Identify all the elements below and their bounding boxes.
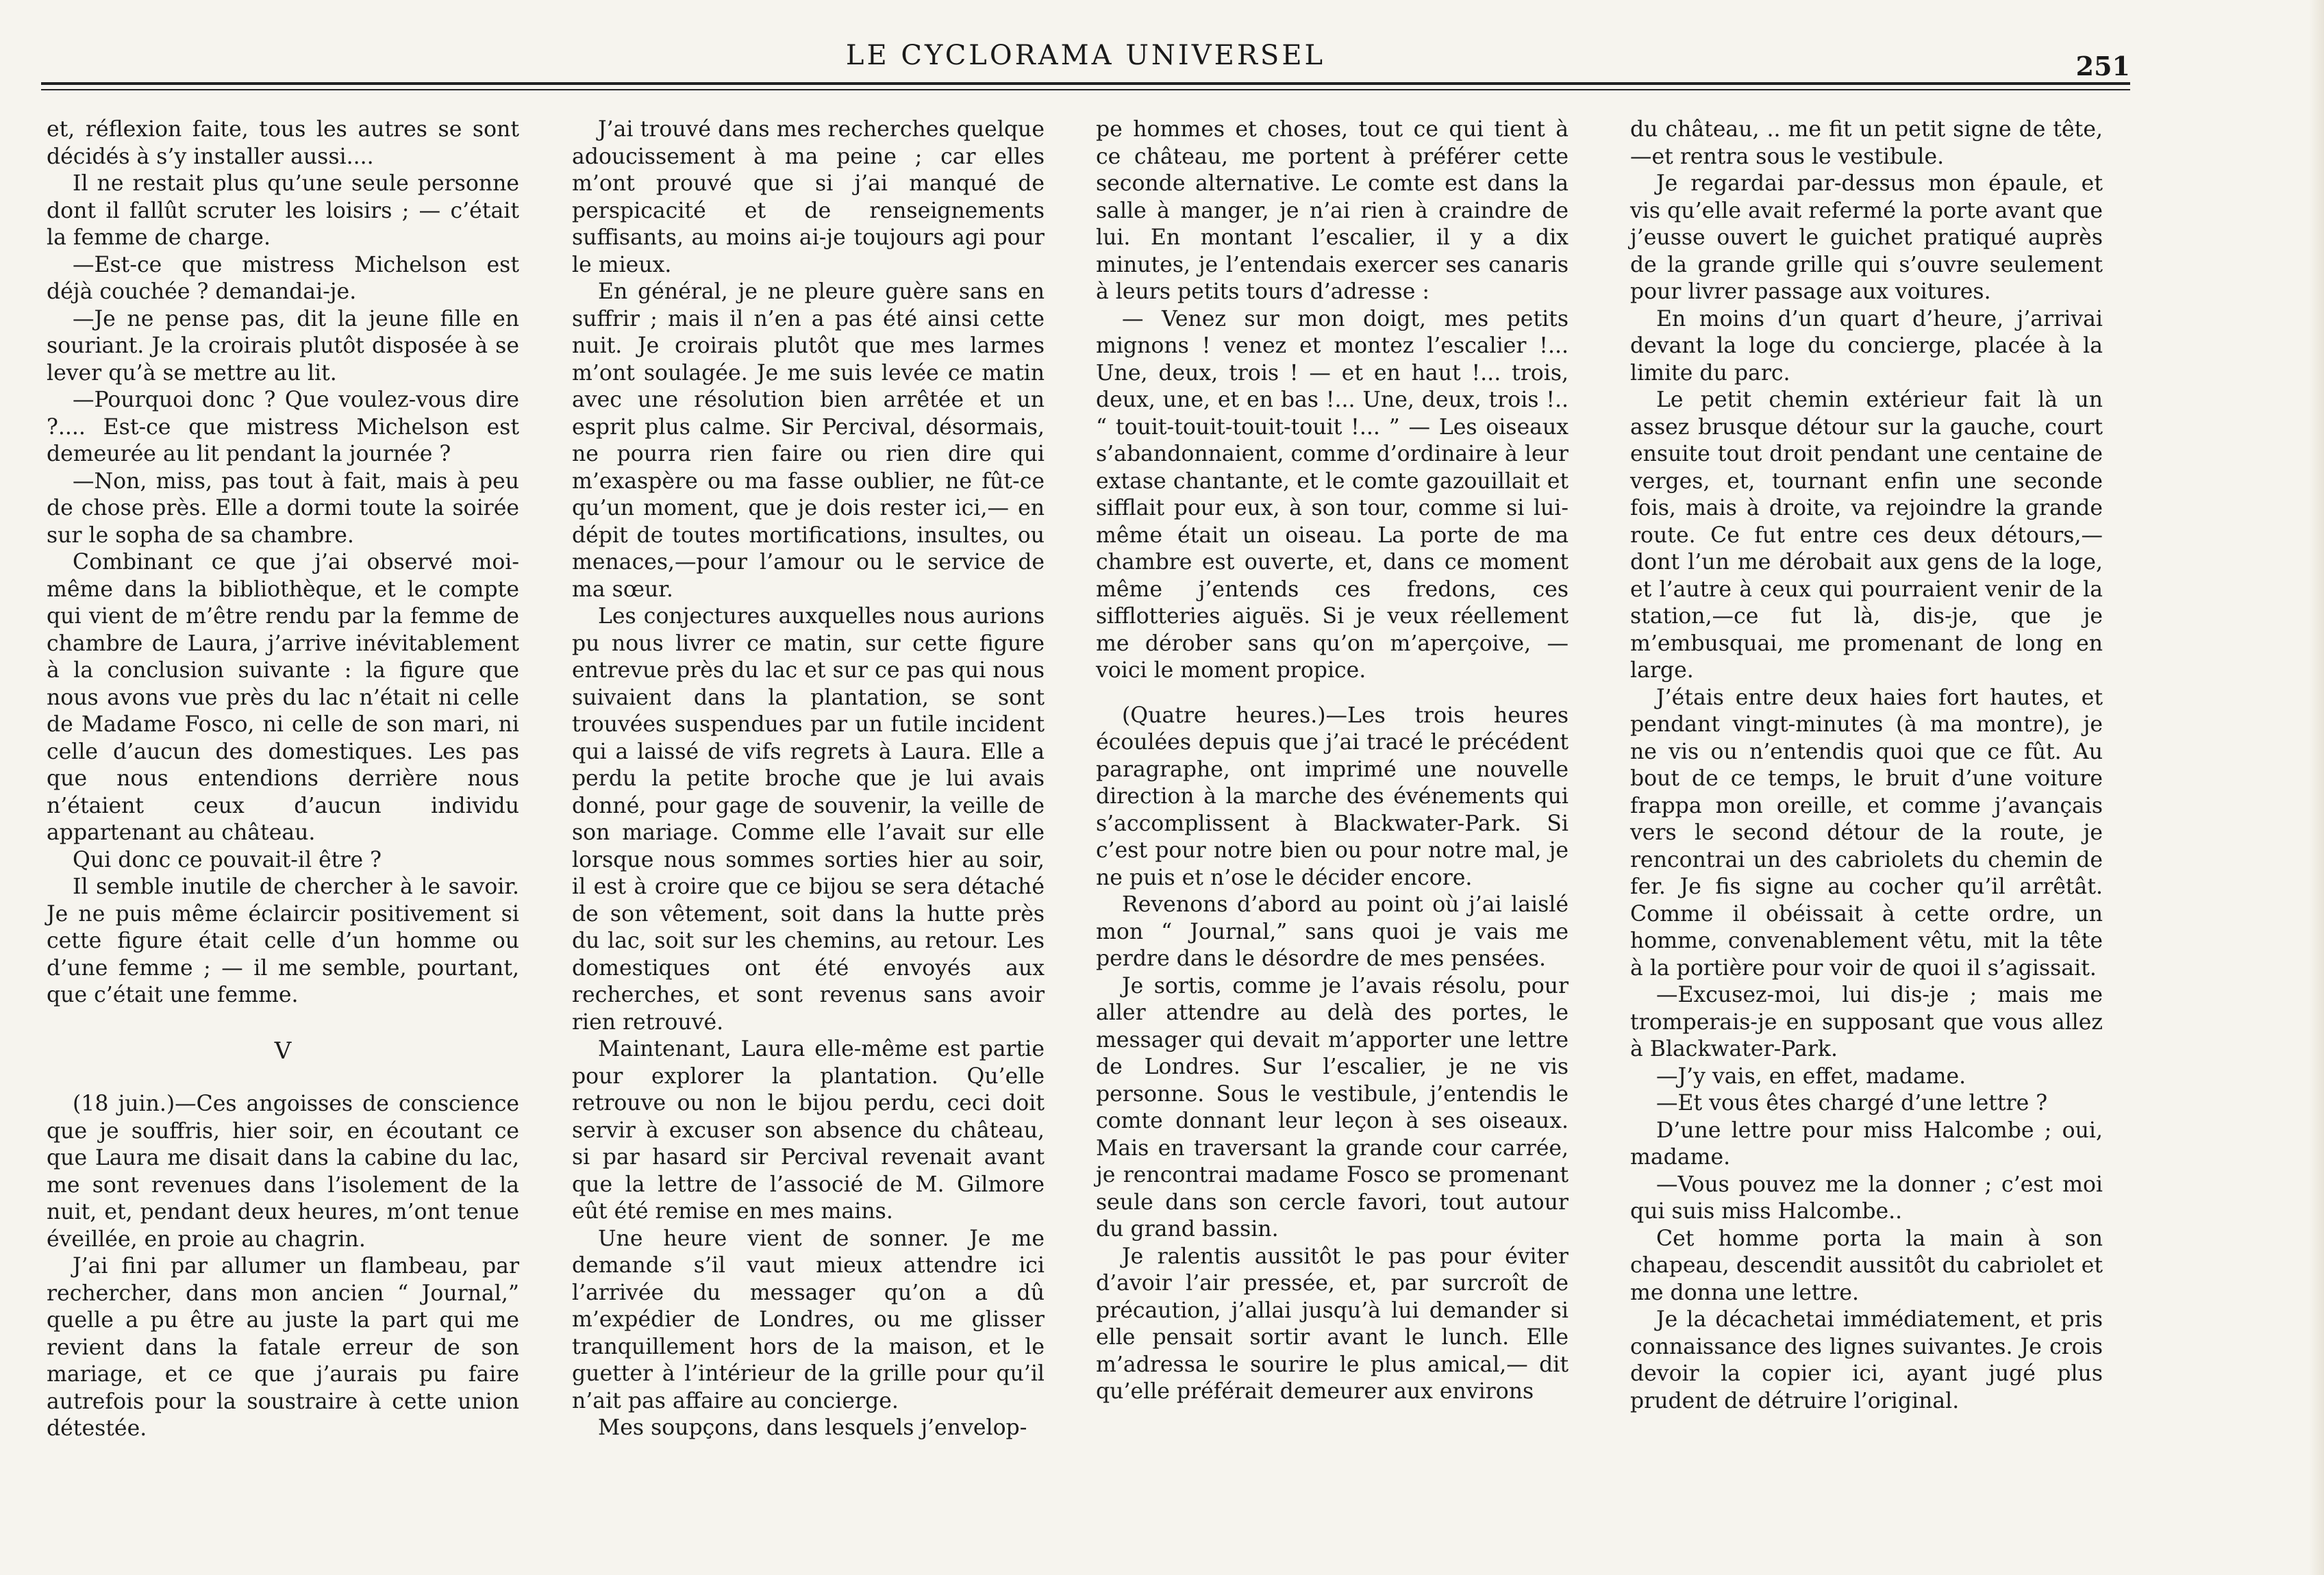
paragraph: —Non, miss, pas tout à fait, mais à peu de chose près. Elle a dormi toute la soirée sur le sopha de sa chambre. [47,468,519,548]
paragraph: Le petit chemin extérieur fait là un assez brusque détour sur la gauche, court ensuite tout droit pendant une centaine de verges, et, tournant enfin une seconde fois, mais à droite, va rejoindre la grande route. Ce fut entre ces deux détours,— dont l’un me dérobait aux gens de la loge, et l’autre à ceux qui pourraient venir de la station,—ce fut là, dis-je, que je m’embusquai, me promenant de long en large. [1630,388,2103,683]
paragraph: Combinant ce que j’ai observé moi-même dans la bibliothèque, et le compte qui vient de m’être rendu par la femme de chambre de Laura, j’arrive inévitablement à la conclusion suivante : la figure que nous avons vue près du lac n’était ni celle de Madame Fosco, ni celle de son mari, ni celle d’aucun des domestiques. Les pas que nous entendions derrière nous n’étaient ceux d’aucun individu appartenant au château. [47,550,519,845]
paragraph: du château, .. me fit un petit signe de tête,—et rentra sous le vestibule. [1630,117,2103,169]
paragraph: Je la décachetai immédiatement, et pris connaissance des lignes suivantes. Je crois devoir la copier ici, ayant jugé plus prudent de détruire l’original. [1630,1307,2103,1413]
paragraph: — Venez sur mon doigt, mes petits mignons ! venez et montez l’escalier !... Une, deux, trois ! — et en haut !... trois, deux, une, et en bas !... Une, deux, trois !.. “ touit-touit-touit-touit !... ” — Les oiseaux s’abandonnaient, comme d’ordinaire à leur extase chantante, et le comte gazouillait et sifflait pour eux, à son tour, comme si lui-même était un oiseau. La porte de ma chambre est ouverte, et, dans ce moment même j’entends ces fredons, ces sifflotteries aiguës. Si je veux réellement me dérober sans qu’on m’aperçoive, —voici le moment propice. [1096,306,1569,683]
paragraph: —Je ne pense pas, dit la jeune fille en souriant. Je la croirais plutôt disposée à se lever qu’à se mettre au lit. [47,306,519,386]
page-edge [2309,0,2324,1575]
text-column-2 [572,116,1045,1442]
paragraph: —Vous pouvez me la donner ; c’est moi qui suis miss Halcombe.. [1630,1172,2103,1224]
paragraph: Il semble inutile de chercher à le savoir. Je ne puis même éclaircir positivement si cette figure était celle d’un homme ou d’une femme ; — il me semble, pourtant, que c’était une femme. [47,874,519,1007]
paragraph: Je regardai par-dessus mon épaule, et vis qu’elle avait refermé la porte avant que j’eusse ouvert le guichet pratiqué auprès de la grande grille qui s’ouvre seulement pour livrer passage aux voitures. [1630,171,2103,304]
paragraph: Les conjectures auxquelles nous aurions pu nous livrer ce matin, sur cette figure entrevue près du lac et sur ce pas qui nous suivaient dans la plantation, se sont trouvées suspendues par un futile incident qui a laissé de vifs regrets à Laura. Elle a perdu la petite broche que je lui avais donné, pour gage de souvenir, la veille de son mariage. Comme elle l’avait sur elle lorsque nous sommes sorties hier au soir, il est à croire que ce bijou se sera détaché de son vêtement, soit dans la hutte près du lac, soit sur les chemins, au retour. Les domestiques ont été envoyés aux recherches, et sont revenus sans avoir rien retrouvé. [572,604,1045,1035]
section-heading: V [274,1037,292,1065]
text-column-4 [1630,116,2103,1415]
paragraph: Maintenant, Laura elle-même est partie pour explorer la plantation. Qu’elle retrouve ou non le bijou perdu, ceci doit servir à excuser son absence du château, si par hasard sir Percival revenait avant que la lettre de l’associé de M. Gilmore eût été remise en mes mains. [572,1037,1045,1224]
paragraph: —Excusez-moi, lui dis-je ; mais me tromperais-je en supposant que vous allez à Blackwater-Park. [1630,983,2103,1061]
paragraph: Je sortis, comme je l’avais résolu, pour aller attendre au delà des portes, le messager qui devait m’apporter une lettre de Londres. Sur l’escalier, je ne vis personne. Sous le vestibule, j’entendis le comte donnant leur leçon à ses oiseaux. Mais en traversant la grande cour carrée, je rencontrai madame Fosco se promenant seule dans son cercle favori, tout autour du grand bassin. [1096,973,1569,1242]
paragraph: D’une lettre pour miss Halcombe ; oui, madame. [1630,1118,2103,1170]
paragraph: (Quatre heures.)—Les trois heures écoulées depuis que j’ai tracé le précédent paragraphe, ont imprimé une nouvelle direction à la marche des événements qui s’accomplissent à Blackwater-Park. Si c’est pour notre bien ou pour notre mal, je ne puis et n’ose le décider encore. [1096,703,1569,890]
paragraph-gap [1096,685,1569,703]
paragraph: En moins d’un quart d’heure, j’arrivai devant la loge du concierge, placée à la limite du parc. [1630,306,2103,386]
paragraph: J’étais entre deux haies fort hautes, et pendant vingt-minutes (à ma montre), je ne vis ou n’entendis quoi que ce fût. Au bout de ce temps, le bruit d’une voiture frappa mon oreille, et comme j’avançais vers le second détour de la route, je rencontrai un des cabriolets du chemin de fer. Je fis signe au cocher qu’il arrêtât. Comme il obéissait à cette ordre, un homme, convenablement vêtu, mit la tête à la portière pour voir de quoi il s’agissait. [1630,685,2103,981]
paragraph: Il ne restait plus qu’une seule personne dont il fallût scruter les loisirs ; — c’était la femme de charge. [47,171,519,250]
paragraph: Cet homme porta la main à son chapeau, descendit aussitôt du cabriolet et me donna une lettre. [1630,1226,2103,1305]
paragraph: (18 juin.)—Ces angoisses de conscience que je souffris, hier soir, en écoutant ce que Laura me disait dans la cabine du lac, me sont revenues dans l’isolement de la nuit, et, pendant deux heures, m’ont tenue éveillée, en proie au chagrin. [47,1092,519,1252]
paragraph: et, réflexion faite, tous les autres se sont décidés à s’y installer aussi.... [47,117,519,169]
page-header [41,36,2130,84]
header-rule [41,82,2130,85]
paragraph: Revenons d’abord au point où j’ai laislé mon “ Journal,” sans quoi je vais me perdre dans le désordre de mes pensées. [1096,892,1569,971]
paragraph: Qui donc ce pouvait-il être ? [73,847,382,872]
paragraph: —Et vous êtes chargé d’une lettre ? [1656,1091,2048,1116]
paragraph: —J’y vais, en effet, madame. [1656,1063,1966,1089]
paragraph: J’ai fini par allumer un flambeau, par rechercher, dans mon ancien “ Journal,” quelle a pu être au juste la part qui me revient dans la fatale erreur de son mariage, et ce que j’aurais pu faire autrefois pour la soustraire à cette union détestée. [47,1254,519,1441]
text-column-3 [1096,116,1569,1406]
publication-title: LE CYCLORAMA UNIVERSEL [845,40,1326,71]
paragraph: J’ai trouvé dans mes recherches quelque adoucissement à ma peine ; car elles m’ont prouvé que si j’ai manqué de perspicacité et de renseignements suffisants, au moins ai-je toujours agi pour le mieux. [572,117,1045,277]
paragraph: Mes soupçons, dans lesquels j’envelop- [598,1415,1027,1440]
paragraph: En général, je ne pleure guère sans en suffrir ; mais il n’en a pas été ainsi cette nuit. Je croirais plutôt que mes larmes m’ont soulagée. Je me suis levée ce matin avec une résolution bien arrêtée et un esprit plus calme. Sir Percival, désormais, ne pourra rien faire ou rien dire qui m’exaspère ou ma fasse oublier, ne fût-ce qu’un moment, que je dois rester ici,— en dépit de toutes mortifications, insultes, ou menaces,—pour l’amour ou le service de ma sœur. [572,279,1045,602]
header-rule-thin [41,89,2130,90]
paragraph: Une heure vient de sonner. Je me demande s’il vaut mieux attendre ici l’arrivée du messager qu’on a dû m’expédier de Londres, ou me glisser tranquillement hors de la maison, et le guetter à l’intérieur de la grille pour qu’il n’ait pas affaire au concierge. [572,1226,1045,1413]
paragraph: pe hommes et choses, tout ce qui tient à ce château, me portent à préférer cette seconde alternative. Le comte est dans la salle à manger, je n’ai rien à craindre de lui. En montant l’escalier, il y a dix minutes, je l’entendais exercer ses canaris à leurs petits tours d’adresse : [1096,117,1569,304]
text-column-1 [47,116,519,1443]
paragraph: —Est-ce que mistress Michelson est déjà couchée ? demandai-je. [47,252,519,304]
paragraph: Je ralentis aussitôt le pas pour éviter d’avoir l’air pressée, et, par surcroît de précaution, j’allai jusqu’à lui demander si elle pensait sortir avant le lunch. Elle m’adressa le sourire le plus amical,— dit qu’elle préférait demeurer aux environs [1096,1244,1569,1404]
paragraph: —Pourquoi donc ? Que voulez-vous dire ?.... Est-ce que mistress Michelson est demeurée au lit pendant la journée ? [47,388,519,466]
page-number: 251 [2075,51,2130,81]
